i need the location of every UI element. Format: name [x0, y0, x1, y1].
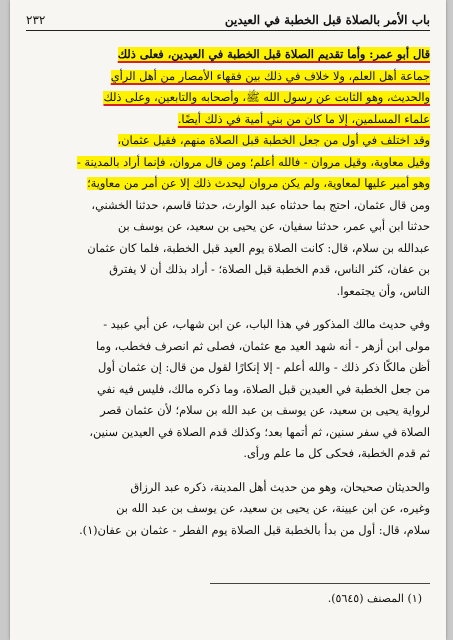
- text-line: أظن مالكًا ذكر ذلك - والله أعلم - إلا إنكارًا لقول من قال: إن عثمان أول: [98, 361, 430, 374]
- highlighted-text: وقد اختلف في أول من جعل الخطبة قبل الصلاة منهم، فقيل عثمان،: [117, 134, 430, 147]
- text-line: ثم قدم الخطبة، فحكى كل ما علم ورأى.: [243, 447, 430, 460]
- text-line: والحديثان صحيحان، وهو من حديث أهل المدينة، ذكره عبد الرزاق: [130, 480, 430, 494]
- highlighted-text: قال أبو عمر: وأما تقديم الصلاة قبل الخطبة في العيدين، فعلى ذلك: [117, 47, 430, 61]
- page-body: [26, 44, 430, 541]
- page-number: ٢٣٢: [26, 13, 46, 27]
- chapter-title: باب الأمر بالصلاة قبل الخطبة في العيدين: [224, 13, 430, 27]
- text-line: عبدالله بن سلام، قال: كانت الصلاة يوم العيد قبل الخطبة، فلما كان عثمان: [87, 241, 430, 255]
- highlighted-line: [26, 173, 430, 195]
- highlighted-line: [26, 87, 430, 109]
- highlighted-text: جماعة أهل العلم، ولا خلاف في ذلك بين فقهاء الأمصار من أهل الرأي: [110, 69, 430, 83]
- text-line: حدثنا ابن أبي عمر، حدثنا سفيان، عن يحيى بن سعيد، عن يوسف بن: [117, 220, 430, 233]
- text-line: مولى ابن أزهر - أنه شهد العيد مع عثمان، فصلى ثم انصرف فخطب، وما: [95, 339, 430, 353]
- text-line: وفي حديث مالك المذكور في هذا الباب، عن ابن شهاب، عن أبي عبيد -: [103, 318, 430, 331]
- highlighted-line: [26, 152, 430, 174]
- running-header: [26, 10, 430, 31]
- highlighted-text: وهو أمير عليها لمعاوية، ولم يكن مروان ليحدث ذلك إلا عن أمر من معاوية؛: [87, 177, 430, 190]
- footnote: (١) المصنف (٥٦٤٥).: [327, 592, 422, 605]
- book-page: [10, 0, 446, 640]
- highlighted-line: [26, 44, 430, 66]
- text-line: ومن قال عثمان، احتج بما حدثناه عبد الوارث، حدثنا قاسم، حدثنا الخشني،: [91, 198, 430, 212]
- highlighted-text: علماء المسلمين، إلا ما كان من بني أمية في ذلك أيضًا.: [177, 112, 430, 126]
- paragraph-gap: [26, 465, 430, 477]
- footnote-divider: [210, 583, 430, 584]
- text-line: من جعل الخطبة في العيدين قبل الصلاة، وما ذكره مالك، فليس فيه نفي: [96, 382, 430, 396]
- highlighted-line: [26, 130, 430, 152]
- highlighted-text: وقيل معاوية، وقيل مروان - فالله أعلم؛ ومن قال مروان، فإنما أراد بالمدينة -: [77, 155, 430, 169]
- text-line: الناس، وأن يجتمعوا.: [336, 284, 430, 298]
- text-line: سلام، قال: أول من بدأ بالخطبة قبل الصلاة يوم الفطر - عثمان بن عفان(١).: [79, 523, 430, 537]
- highlighted-text: والحديث، وهو الثابت عن رسول الله ﷺ، وأصحابه والتابعين، وعلى ذلك: [103, 91, 430, 104]
- text-line: لرواية يحيى بن سعيد، عن يوسف بن عبد الله بن سلام؛ لأن عثمان قصر: [100, 404, 430, 417]
- paragraph-gap: [26, 302, 430, 314]
- text-line: الصلاة في سفر سنين، ثم أتمها بعد؛ وكذلك قدم الصلاة في العيدين سنين،: [89, 425, 430, 439]
- text-line: بن عفان، كثر الناس، قدم الخطبة قبل الصلاة؛ - أراد بذلك أن لا يفترق: [109, 263, 430, 276]
- highlighted-line: [26, 66, 430, 88]
- highlighted-line: [26, 109, 430, 131]
- text-line: وغيره، عن ابن عيينة، عن يحيى بن سعيد، عن يوسف بن عبد الله بن: [116, 502, 430, 515]
